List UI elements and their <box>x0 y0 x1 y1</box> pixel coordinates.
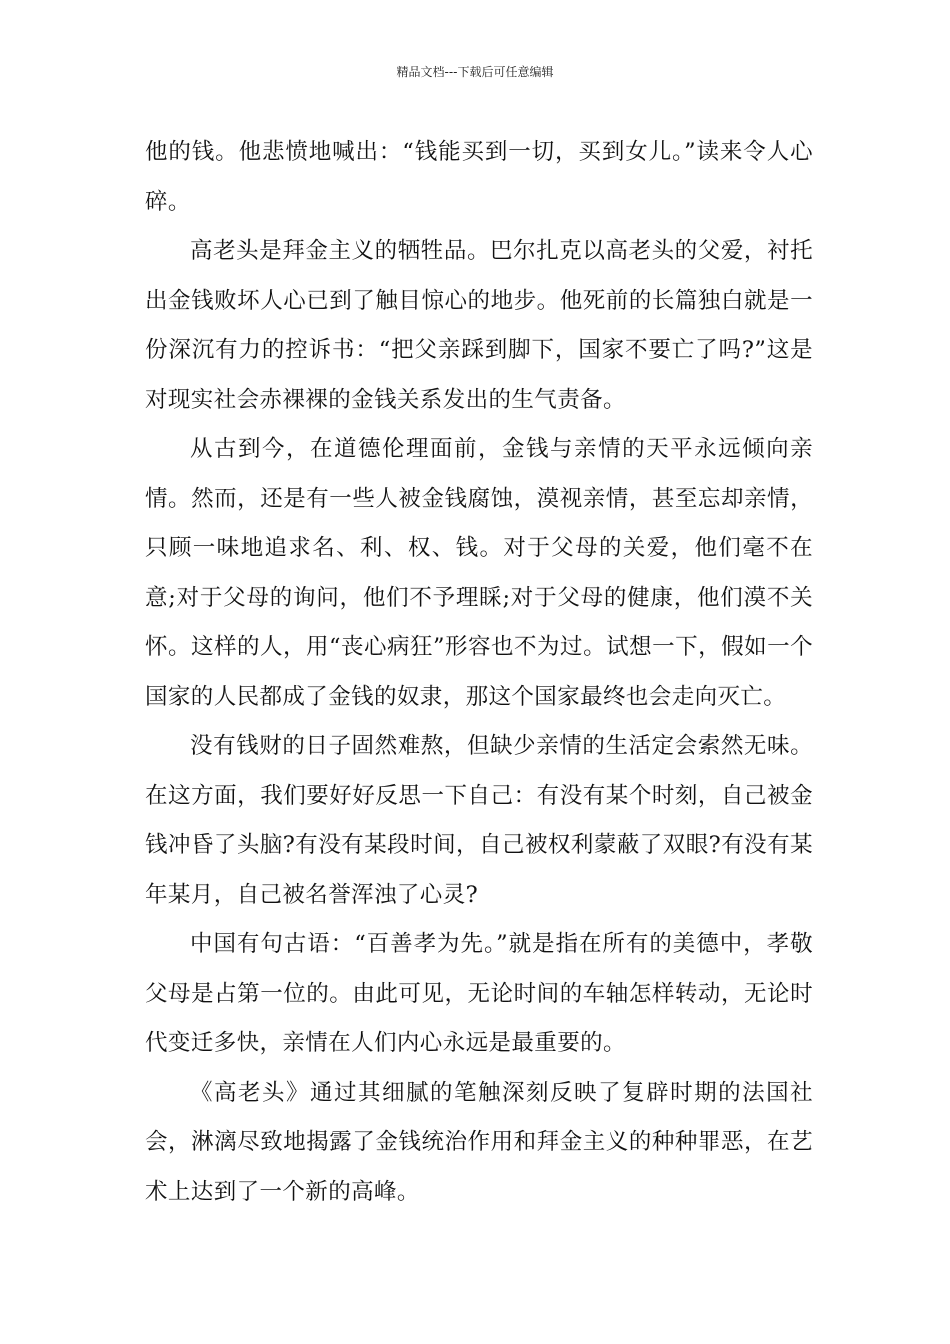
paragraph: 从古到今，在道德伦理面前，金钱与亲情的天平永远倾向亲情。然而，还是有一些人被金钱腐蚀，漠视亲情，甚至忘却亲情，只顾一味地追求名、利、权、钱。对于父母的关爱，他们毫不在意;对于父母的询问，他们不予理睬;对于父母的健康，他们漠不关怀。这样的人，用“丧心病狂”形容也不为过。试想一下，假如一个国家的人民都成了金钱的奴隶，那这个国家最终也会走向灭亡。 <box>145 436 813 710</box>
document-body <box>145 128 813 1217</box>
paragraph: 没有钱财的日子固然难熬，但缺少亲情的生活定会索然无味。在这方面，我们要好好反思一下自己：有没有某个时刻，自己被金钱冲昏了头脑?有没有某段时间，自己被权利蒙蔽了双眼?有没有某年某月，自己被名誉浑浊了心灵? <box>145 733 813 908</box>
page-header: 精品文档---下载后可任意编辑 <box>396 65 554 79</box>
paragraph: 《高老头》通过其细腻的笔触深刻反映了复辟时期的法国社会，淋漓尽致地揭露了金钱统治作用和拜金主义的种种罪恶，在艺术上达到了一个新的高峰。 <box>145 1079 813 1205</box>
paragraph: 他的钱。他悲愤地喊出：“钱能买到一切，买到女儿。”读来令人心碎。 <box>145 139 813 215</box>
paragraph: 中国有句古语：“百善孝为先。”就是指在所有的美德中，孝敬父母是占第一位的。由此可见，无论时间的车轴怎样转动，无论时代变迁多快，亲情在人们内心永远是最重要的。 <box>145 931 813 1056</box>
paragraph: 高老头是拜金主义的牺牲品。巴尔扎克以高老头的父爱，衬托出金钱败坏人心已到了触目惊心的地步。他死前的长篇独白就是一份深沉有力的控诉书：“把父亲踩到脚下，国家不要亡了吗?”这是对现实社会赤裸裸的金钱关系发出的生气责备。 <box>145 238 813 413</box>
